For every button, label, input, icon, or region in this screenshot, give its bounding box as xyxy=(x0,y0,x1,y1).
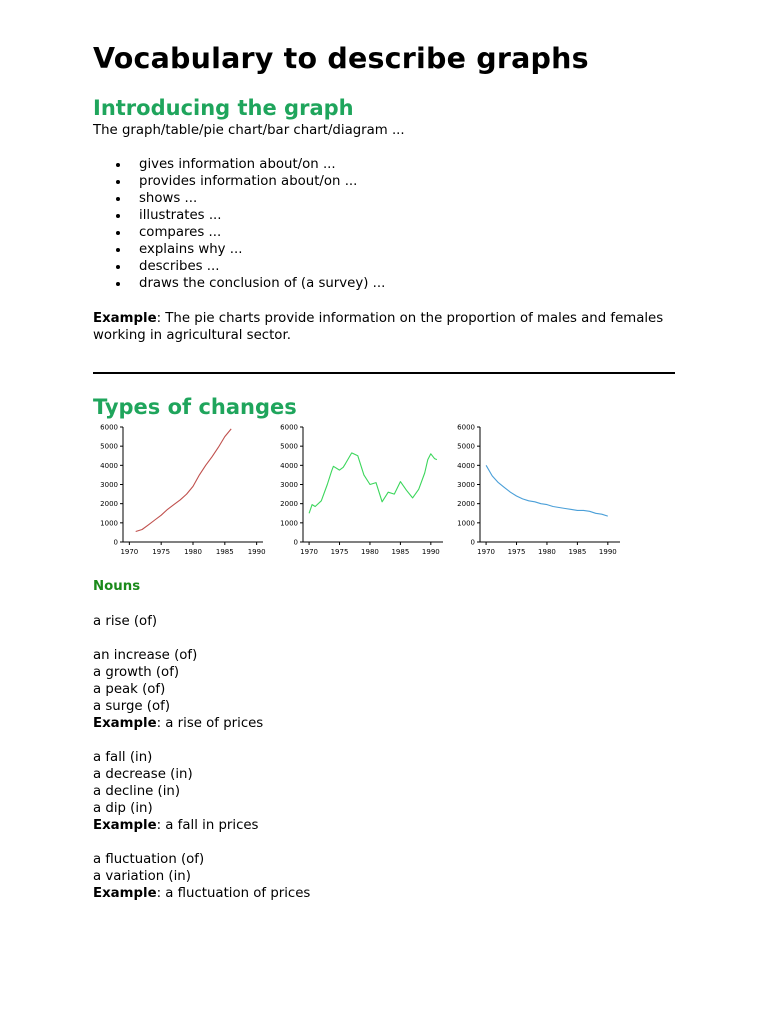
x-tick-label: 1990 xyxy=(247,548,266,556)
noun-line: a surge (of) xyxy=(93,699,171,714)
y-tick-label: 4000 xyxy=(280,461,298,470)
example-text: : a fall in prices xyxy=(156,818,259,833)
noun-group-increase xyxy=(93,647,263,732)
example-label: Example xyxy=(93,716,157,731)
example-label: Example xyxy=(93,886,157,901)
y-tick-label: 3000 xyxy=(457,481,475,489)
x-tick-label: 1975 xyxy=(330,548,349,556)
noun-group-fall xyxy=(93,749,259,834)
y-tick-label: 0 xyxy=(470,538,475,547)
nouns-label: Nouns xyxy=(93,579,141,594)
y-tick-label: 0 xyxy=(113,538,118,547)
y-tick-label: 4000 xyxy=(457,461,475,470)
y-tick-label: 3000 xyxy=(280,481,298,489)
noun-group-rise xyxy=(93,613,157,630)
list-item: illustrates ... xyxy=(93,207,385,224)
list-item: provides information about/on ... xyxy=(93,173,385,190)
noun-line: a dip (in) xyxy=(93,801,153,816)
x-tick-label: 1980 xyxy=(538,548,556,556)
noun-example xyxy=(93,715,263,732)
y-tick-label: 1000 xyxy=(280,519,298,528)
x-tick-label: 1970 xyxy=(300,548,319,556)
example-text: : The pie charts provide information on the proportion of males and females working in agricultural sector. xyxy=(93,311,664,343)
noun-line: a rise (of) xyxy=(93,614,158,629)
series-line xyxy=(136,429,232,532)
y-tick-label: 4000 xyxy=(100,461,118,470)
x-tick-label: 1985 xyxy=(215,548,234,556)
series-line xyxy=(309,453,437,513)
x-tick-label: 1970 xyxy=(120,548,139,556)
chart-rising xyxy=(93,420,273,565)
x-tick-label: 1990 xyxy=(421,548,440,556)
chart-falling xyxy=(450,420,630,565)
y-tick-label: 0 xyxy=(293,538,298,547)
x-tick-label: 1985 xyxy=(391,548,410,556)
noun-line: a decline (in) xyxy=(93,784,181,799)
y-tick-label: 5000 xyxy=(280,442,298,451)
example-text: : a rise of prices xyxy=(156,716,264,731)
list-item: explains why ... xyxy=(93,241,385,258)
y-tick-label: 3000 xyxy=(100,481,118,489)
noun-line: a fall (in) xyxy=(93,750,153,765)
noun-line: a peak (of) xyxy=(93,682,166,697)
noun-line: an increase (of) xyxy=(93,648,198,663)
noun-line: a fluctuation (of) xyxy=(93,852,205,867)
list-item: shows ... xyxy=(93,190,385,207)
x-tick-label: 1990 xyxy=(598,548,617,556)
x-tick-label: 1975 xyxy=(507,548,526,556)
horizontal-divider xyxy=(93,372,675,374)
chart-rising-svg xyxy=(93,420,273,565)
noun-line: a growth (of) xyxy=(93,665,180,680)
y-tick-label: 1000 xyxy=(457,519,475,528)
y-tick-label: 1000 xyxy=(100,519,118,528)
y-tick-label: 5000 xyxy=(457,442,475,451)
chart-fluctuating xyxy=(273,420,453,565)
intro-example xyxy=(93,310,683,344)
y-tick-label: 2000 xyxy=(280,500,298,509)
x-tick-label: 1975 xyxy=(152,548,171,556)
x-tick-label: 1980 xyxy=(184,548,202,556)
example-text: : a fluctuation of prices xyxy=(156,886,311,901)
list-item: draws the conclusion of (a survey) ... xyxy=(93,275,385,292)
noun-line: a decrease (in) xyxy=(93,767,193,782)
y-tick-label: 2000 xyxy=(457,500,475,509)
y-tick-label: 6000 xyxy=(100,423,118,432)
list-item: compares ... xyxy=(93,224,385,241)
example-label: Example xyxy=(93,311,157,326)
intro-bullet-list xyxy=(93,156,385,292)
section-heading-types-of-changes: Types of changes xyxy=(93,395,297,419)
intro-line: The graph/table/pie chart/bar chart/diagram ... xyxy=(93,123,405,138)
noun-example xyxy=(93,817,259,834)
noun-example xyxy=(93,885,310,902)
chart-fluctuating-svg xyxy=(273,420,453,565)
noun-group-fluctuation xyxy=(93,851,310,902)
x-tick-label: 1970 xyxy=(477,548,496,556)
series-line xyxy=(486,465,608,516)
chart-falling-svg xyxy=(450,420,630,565)
section-heading-introducing: Introducing the graph xyxy=(93,96,354,120)
page-title: Vocabulary to describe graphs xyxy=(93,42,589,75)
y-tick-label: 2000 xyxy=(100,500,118,509)
x-tick-label: 1980 xyxy=(361,548,379,556)
noun-line: a variation (in) xyxy=(93,869,191,884)
x-tick-label: 1985 xyxy=(568,548,587,556)
y-tick-label: 6000 xyxy=(457,423,475,432)
list-item: describes ... xyxy=(93,258,385,275)
y-tick-label: 6000 xyxy=(280,423,298,432)
example-label: Example xyxy=(93,818,157,833)
list-item: gives information about/on ... xyxy=(93,156,385,173)
y-tick-label: 5000 xyxy=(100,442,118,451)
